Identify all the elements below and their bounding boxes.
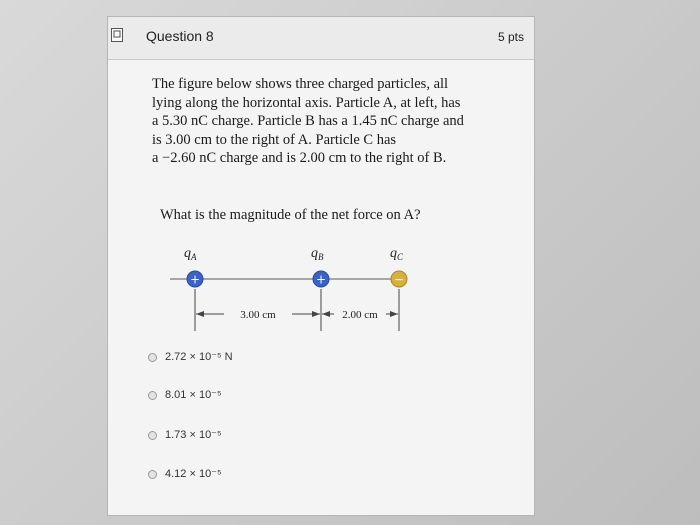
problem-line: The figure below shows three charged particles, all [152, 76, 449, 92]
answer-text: 2.72 × 10⁻⁵ N [165, 351, 233, 363]
flag-icon[interactable] [111, 28, 123, 42]
problem-line: is 3.00 cm to the right of A. Particle C has [152, 131, 397, 148]
label-qb: $q_B$ [311, 246, 324, 262]
radio-button[interactable] [148, 391, 157, 400]
dist-bc-label: 2.00 cm [342, 309, 378, 321]
problem-line: a 5.30 nC charge. Particle B has a 1.45 nC charge and [152, 113, 464, 129]
answer-option[interactable] [148, 467, 222, 480]
answer-option[interactable] [148, 388, 222, 401]
arrow-left-bc [322, 311, 330, 317]
answer-option[interactable] [148, 428, 222, 441]
question-header [108, 17, 534, 60]
question-points: 5 pts [497, 30, 524, 44]
arrow-right-ab [312, 311, 320, 317]
charge-diagram [168, 239, 468, 339]
answer-text: 8.01 × 10⁻⁵ [165, 389, 222, 401]
particle-a-sign: + [189, 272, 201, 287]
problem-line: lying along the horizontal axis. Particle A, at left, has [152, 94, 461, 111]
question-prompt: What is the magnitude of the net force on A? [160, 207, 421, 223]
radio-button[interactable] [148, 353, 157, 362]
answer-text: 4.12 × 10⁻⁵ [165, 468, 222, 480]
label-qc: $q_C$ [390, 246, 404, 262]
dist-ab-label: 3.00 cm [240, 309, 276, 321]
arrow-left-ab [196, 311, 204, 317]
radio-button[interactable] [148, 431, 157, 440]
question-card [107, 16, 535, 516]
answer-option[interactable] [148, 350, 233, 363]
answer-text: 1.73 × 10⁻⁵ [165, 429, 222, 441]
problem-line: a −2.60 nC charge and is 2.00 cm to the right of B. [152, 150, 447, 166]
particle-c-sign: − [393, 272, 405, 287]
question-title: Question 8 [146, 28, 214, 44]
problem-text [152, 75, 532, 168]
particle-b-sign: + [315, 272, 327, 287]
label-qa: $q_A$ [184, 246, 197, 262]
radio-button[interactable] [148, 470, 157, 479]
arrow-right-bc [390, 311, 398, 317]
